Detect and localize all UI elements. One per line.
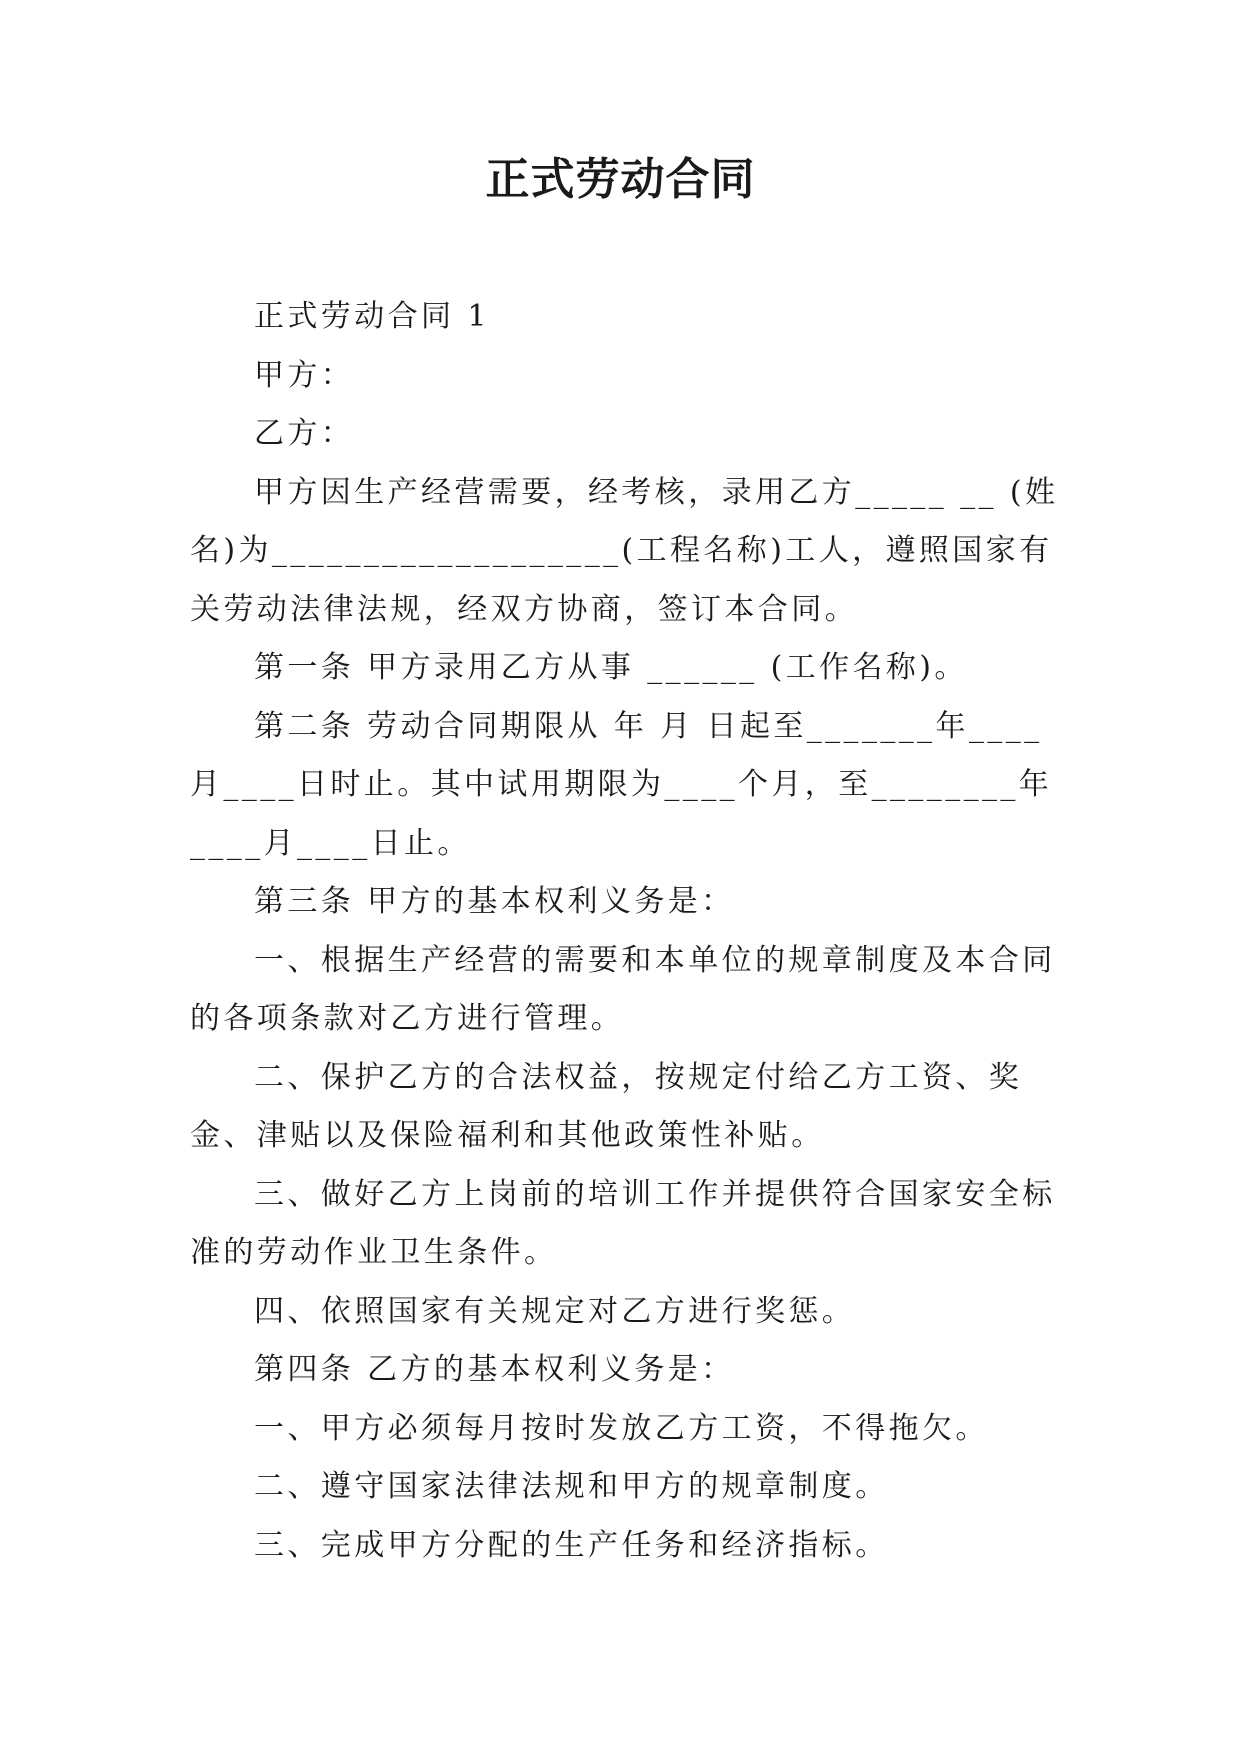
paragraph-heading: 正式劳动合同 1 <box>254 299 490 334</box>
paragraph-article-4-item-1: 一、甲方必须每月按时发放乙方工资，不得拖欠。 <box>254 1410 989 1446</box>
paragraph-article-4-item-3: 三、完成甲方分配的生产任务和经济指标。 <box>254 1527 889 1563</box>
paragraph-article-4-item-2: 二、遵守国家法律法规和甲方的规章制度。 <box>254 1469 889 1504</box>
paragraph-article-3-item-4: 四、依照国家有关规定对乙方进行奖惩。 <box>254 1293 856 1329</box>
paragraph-preamble: 甲方因生产经营需要，经考核，录用乙方_____ __ (姓名)为___________________(工程名称)工人，遵照国家有关劳动法律法规，经双方协商，签订本合同。 <box>190 474 1059 627</box>
paragraph-article-3: 第三条 甲方的基本权利义务是： <box>254 884 735 919</box>
paragraph-party-a: 甲方： <box>254 357 355 393</box>
paragraph-article-4: 第四条 乙方的基本权利义务是： <box>254 1352 735 1387</box>
paragraph-article-3-item-3: 三、做好乙方上岗前的培训工作并提供符合国家安全标准的劳动作业卫生条件。 <box>190 1176 1056 1270</box>
document-body <box>190 288 1060 1575</box>
paragraph-article-1: 第一条 甲方录用乙方从事 ______ (工作名称)。 <box>254 650 968 685</box>
paragraph-article-3-item-2: 二、保护乙方的合法权益，按规定付给乙方工资、奖金、津贴以及保险福利和其他政策性补贴。 <box>190 1059 1023 1153</box>
document-title: 正式劳动合同 <box>485 154 756 205</box>
paragraph-article-3-item-1: 一、根据生产经营的需要和本单位的规章制度及本合同的各项条款对乙方进行管理。 <box>190 942 1056 1036</box>
paragraph-article-2: 第二条 劳动合同期限从 年 月 日起至_______年____月____日时止。其中试用期限为____个月，至________年____月____日止。 <box>190 708 1053 861</box>
paragraph-party-b: 乙方： <box>254 416 355 451</box>
